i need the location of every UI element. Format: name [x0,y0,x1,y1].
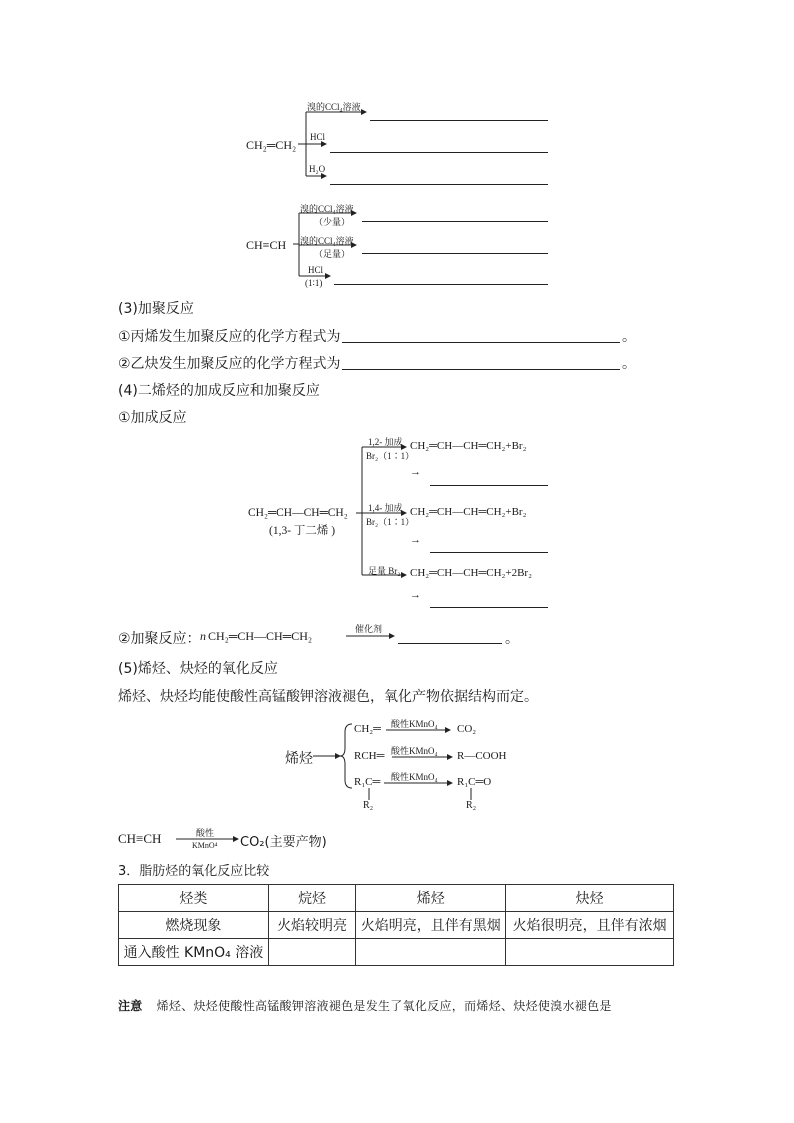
condition-br2-1to1: Br₂（1∶1） [366,451,415,461]
answer-blank [430,485,548,486]
case1-reactant: CH₂═ [354,723,381,735]
ethene-reagent-hcl: HCl [310,132,326,142]
alkyne-reactant: CH≡CH [118,831,162,846]
ethyne-reagent-3: HCl [308,265,324,275]
answer-blank [330,184,548,185]
table-cell [268,939,355,966]
condition-excess-br2: 足量 Br₂ [368,566,401,576]
section-description: 烯烃、炔烃均能使酸性高锰酸钾溶液褪色，氧化产物依据结构而定。 [118,689,538,705]
ethyne-formula: CH≡CH [246,238,287,252]
case2-reactant: RCH═ [354,750,385,762]
ethyne-reagent-2: 溴的CCl₄溶液 [300,236,354,246]
ethyne-reagent-2-note: （足量） [314,249,351,259]
header-cell: 烯烃 [356,885,506,912]
section-heading: (3)加聚反应 [118,301,194,317]
butadiene-formula: CH₂═CH—CH═CH₂ [248,507,348,519]
header-cell: 烃类 [119,885,269,912]
table-cell [356,939,506,966]
period: 。 [505,631,519,647]
section-heading: 3．脂肪烃的氧化反应比较 [118,864,270,879]
condition-br2-1to1: Br₂（1∶1） [366,517,415,527]
table-cell: 火焰明亮，且伴有黑烟 [356,912,506,939]
question-propene: ①丙烯发生加聚反应的化学方程式为 [118,329,341,345]
note [118,997,612,1014]
header-cell: 炔烃 [506,885,674,912]
period: 。 [622,329,636,345]
answer-blank [334,284,548,285]
poly-label: ②加聚反应： [118,631,201,647]
ethene-reagent-water: H₂O [309,164,326,174]
answer-blank [430,607,548,608]
table-cell: 通入酸性 KMnO₄ 溶液 [119,939,269,966]
answer-blank [430,552,548,553]
ethene-reagent-bromine: 溴的CCl₄溶液 [307,102,361,112]
catalyst-label: 催化剂 [355,624,383,634]
butadiene-name: (1,3- 丁二烯 ) [269,525,336,537]
answer-blank [342,342,620,343]
case3-r2: R₂ [363,800,374,811]
table-header-row [119,885,674,912]
alkene-label: 烯烃 [285,751,313,767]
condition-14-addition: 1,4- 加成 [368,503,403,513]
case2-condition: 酸性KMnO₄ [391,746,438,756]
answer-blank [370,120,548,121]
table-cell: 火焰很明亮，且伴有浓烟 [506,912,674,939]
case2-product: R—COOH [457,750,507,762]
table-cell: 燃烧现象 [119,912,269,939]
answer-blank [342,369,620,370]
poly-equation: CH₂═CH—CH═CH₂ [208,629,313,643]
sub-heading: ①加成反应 [118,410,187,426]
case3-product: R₁C═O [457,776,492,788]
answer-blank [362,253,548,254]
alkyne-condition-bottom: KMnO⁴ [192,841,218,850]
section-heading: (5)烯烃、炔烃的氧化反应 [118,661,278,677]
table-row [119,939,674,966]
ethyne-reagent-1-note: （少量） [314,217,351,227]
equation-14: CH₂═CH—CH═CH₂+Br₂ [410,506,527,518]
table-row [119,912,674,939]
ethyne-reagent-3-note: (1∶1) [305,278,323,288]
table-cell: 火焰较明亮 [268,912,355,939]
case3-condition: 酸性KMnO₄ [391,772,438,782]
question-ethyne: ②乙炔发生加聚反应的化学方程式为 [118,356,341,372]
ethyne-reagent-1: 溴的CCl₄溶液 [300,204,354,214]
period: 。 [622,356,636,372]
reaction-arrow: → [410,534,421,546]
section-heading: (4)二烯烃的加成反应和加聚反应 [118,383,320,399]
header-cell: 烷烃 [268,885,355,912]
case3-product-r2: R₂ [466,800,477,811]
alkyne-condition-top: 酸性 [196,828,215,838]
case1-product: CO₂ [457,723,477,735]
equation-excess: CH₂═CH—CH═CH₂+2Br₂ [410,567,532,579]
answer-blank [398,643,502,644]
alkene-oxidation-lines [313,724,471,800]
case3-reactant: R₁C═ [354,776,381,788]
reaction-arrow: → [410,466,421,478]
ethene-formula: CH₂═CH₂ [246,138,297,152]
reaction-arrow: → [410,589,421,601]
equation-12: CH₂═CH—CH═CH₂+Br₂ [410,440,527,452]
table-cell [506,939,674,966]
condition-12-addition: 1,2- 加成 [368,437,403,447]
answer-blank [362,221,548,222]
note-text: 烯烃、炔烃使酸性高锰酸钾溶液褪色是发生了氧化反应，而烯烃、炔烃使溴水褪色是 [156,999,612,1013]
case1-condition: 酸性KMnO₄ [391,719,438,729]
comparison-table [118,884,674,966]
answer-blank [330,152,548,153]
alkyne-product: CO₂(主要产物) [240,835,327,850]
note-label: 注意 [118,999,143,1013]
poly-n: n [200,629,206,643]
